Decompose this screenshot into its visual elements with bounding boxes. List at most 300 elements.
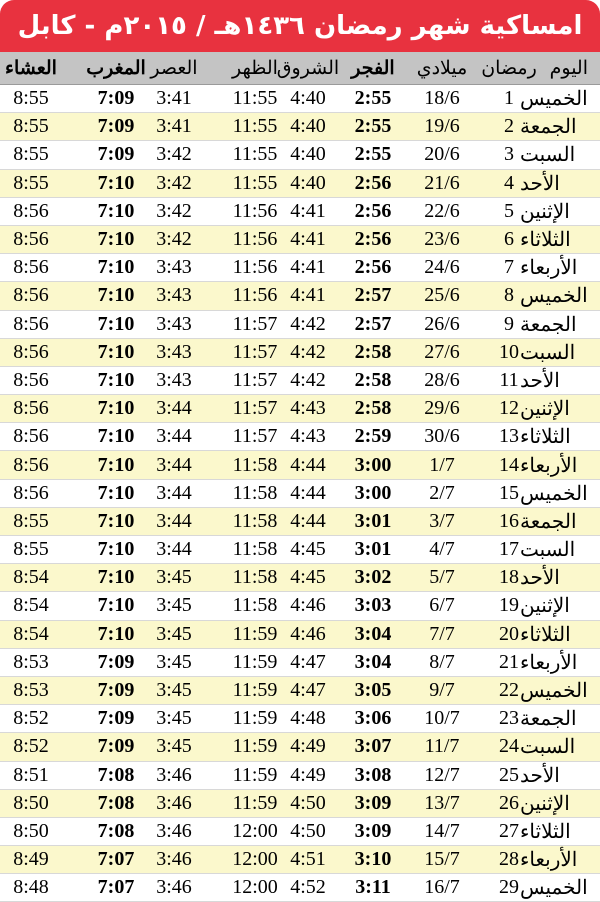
cell-shuruq: 4:44 (290, 481, 326, 504)
cell-day: الخميس (520, 877, 588, 900)
cell-shuruq: 4:50 (290, 791, 326, 814)
cell-fajr: 2:56 (354, 199, 392, 222)
cell-ramadan: 19 (499, 594, 519, 617)
cell-asr: 3:45 (156, 622, 192, 645)
cell-ramadan: 25 (499, 763, 519, 786)
cell-maghrib: 7:08 (97, 791, 135, 814)
cell-maghrib: 7:10 (97, 171, 135, 194)
table-row (0, 423, 600, 451)
cell-shuruq: 4:47 (290, 650, 326, 673)
cell-isha: 8:56 (13, 228, 49, 251)
cell-fajr: 2:57 (354, 312, 392, 335)
cell-gregorian: 26/6 (424, 312, 460, 335)
cell-asr: 3:44 (156, 425, 192, 448)
cell-maghrib: 7:10 (97, 425, 135, 448)
cell-gregorian: 16/7 (424, 876, 460, 899)
cell-shuruq: 4:41 (290, 256, 326, 279)
cell-asr: 3:45 (156, 735, 192, 758)
cell-maghrib: 7:10 (97, 312, 135, 335)
cell-ramadan: 2 (504, 115, 514, 138)
cell-gregorian: 25/6 (424, 284, 460, 307)
cell-shuruq: 4:44 (290, 509, 326, 532)
cell-day: الإثنين (520, 595, 570, 618)
cell-ramadan: 20 (499, 622, 519, 645)
cell-shuruq: 4:40 (290, 171, 326, 194)
cell-isha: 8:51 (13, 763, 49, 786)
header-isha: العشاء (5, 57, 57, 79)
cell-maghrib: 7:10 (97, 481, 135, 504)
cell-fajr: 3:07 (354, 735, 392, 758)
cell-maghrib: 7:09 (97, 679, 135, 702)
cell-isha: 8:53 (13, 679, 49, 702)
cell-ramadan: 4 (504, 171, 514, 194)
cell-shuruq: 4:40 (290, 143, 326, 166)
cell-dhuhr: 11:55 (232, 143, 278, 166)
cell-fajr: 3:04 (354, 650, 392, 673)
cell-gregorian: 15/7 (424, 848, 460, 871)
cell-day: الأربعاء (520, 257, 578, 280)
cell-isha: 8:56 (13, 340, 49, 363)
cell-ramadan: 14 (499, 453, 519, 476)
cell-ramadan: 7 (504, 256, 514, 279)
cell-fajr: 2:56 (354, 256, 392, 279)
cell-dhuhr: 11:59 (232, 707, 278, 730)
cell-fajr: 3:09 (354, 791, 392, 814)
cell-shuruq: 4:42 (290, 368, 326, 391)
cell-fajr: 2:55 (354, 143, 392, 166)
cell-gregorian: 23/6 (424, 228, 460, 251)
cell-maghrib: 7:09 (97, 707, 135, 730)
cell-maghrib: 7:09 (97, 87, 135, 110)
cell-maghrib: 7:09 (97, 650, 135, 673)
header-fajr: الفجر (351, 57, 395, 79)
table-row (0, 170, 600, 198)
cell-day: السبت (520, 144, 576, 167)
table-row (0, 339, 600, 367)
cell-day: السبت (520, 736, 576, 759)
cell-isha: 8:50 (13, 791, 49, 814)
cell-dhuhr: 11:58 (232, 538, 278, 561)
table-row (0, 85, 600, 113)
cell-dhuhr: 11:57 (232, 397, 278, 420)
cell-gregorian: 4/7 (429, 538, 455, 561)
cell-day: الثلاثاء (520, 229, 571, 252)
cell-fajr: 2:56 (354, 171, 392, 194)
cell-day: الإثنين (520, 200, 570, 223)
cell-ramadan: 16 (499, 509, 519, 532)
cell-maghrib: 7:09 (97, 735, 135, 758)
table-row (0, 818, 600, 846)
cell-asr: 3:45 (156, 566, 192, 589)
header-shuruq: الشروق (276, 57, 340, 79)
cell-shuruq: 4:45 (290, 538, 326, 561)
cell-asr: 3:46 (156, 791, 192, 814)
cell-fajr: 3:06 (354, 707, 392, 730)
cell-dhuhr: 11:59 (232, 622, 278, 645)
cell-isha: 8:54 (13, 622, 49, 645)
cell-dhuhr: 11:56 (232, 284, 278, 307)
cell-maghrib: 7:08 (97, 763, 135, 786)
cell-day: الإثنين (520, 398, 570, 421)
cell-dhuhr: 11:59 (232, 679, 278, 702)
cell-dhuhr: 11:57 (232, 368, 278, 391)
cell-isha: 8:54 (13, 566, 49, 589)
cell-isha: 8:54 (13, 594, 49, 617)
cell-asr: 3:45 (156, 594, 192, 617)
cell-ramadan: 21 (499, 650, 519, 673)
table-row (0, 508, 600, 536)
header-day: اليوم (549, 57, 588, 79)
cell-asr: 3:45 (156, 707, 192, 730)
cell-dhuhr: 11:58 (232, 453, 278, 476)
cell-ramadan: 27 (499, 819, 519, 842)
table-row (0, 564, 600, 592)
cell-gregorian: 2/7 (429, 481, 455, 504)
cell-fajr: 3:01 (354, 509, 392, 532)
cell-day: السبت (520, 341, 576, 364)
cell-dhuhr: 11:58 (232, 594, 278, 617)
cell-fajr: 3:03 (354, 594, 392, 617)
cell-fajr: 2:58 (354, 397, 392, 420)
cell-isha: 8:55 (13, 171, 49, 194)
cell-fajr: 3:04 (354, 622, 392, 645)
cell-ramadan: 10 (499, 340, 519, 363)
cell-gregorian: 10/7 (424, 707, 460, 730)
cell-isha: 8:56 (13, 425, 49, 448)
cell-day: الإثنين (520, 792, 570, 815)
cell-fajr: 2:56 (354, 228, 392, 251)
cell-fajr: 2:57 (354, 284, 392, 307)
table-row (0, 536, 600, 564)
cell-asr: 3:41 (156, 115, 192, 138)
table-row (0, 282, 600, 310)
cell-gregorian: 29/6 (424, 397, 460, 420)
cell-day: الأحد (520, 172, 560, 195)
cell-shuruq: 4:42 (290, 312, 326, 335)
table-row (0, 790, 600, 818)
table-row (0, 621, 600, 649)
cell-day: الأربعاء (520, 849, 578, 872)
cell-asr: 3:41 (156, 87, 192, 110)
cell-shuruq: 4:41 (290, 228, 326, 251)
cell-gregorian: 9/7 (429, 679, 455, 702)
cell-shuruq: 4:43 (290, 425, 326, 448)
cell-maghrib: 7:10 (97, 453, 135, 476)
cell-day: الأحد (520, 567, 560, 590)
cell-day: السبت (520, 539, 576, 562)
cell-maghrib: 7:10 (97, 566, 135, 589)
cell-gregorian: 1/7 (429, 453, 455, 476)
cell-fajr: 3:10 (354, 848, 392, 871)
cell-maghrib: 7:09 (97, 115, 135, 138)
table-row (0, 649, 600, 677)
cell-day: الثلاثاء (520, 623, 571, 646)
cell-asr: 3:44 (156, 509, 192, 532)
cell-asr: 3:42 (156, 199, 192, 222)
cell-asr: 3:43 (156, 284, 192, 307)
cell-maghrib: 7:10 (97, 397, 135, 420)
cell-asr: 3:44 (156, 397, 192, 420)
cell-dhuhr: 11:56 (232, 228, 278, 251)
cell-day: الأحد (520, 764, 560, 787)
cell-asr: 3:44 (156, 453, 192, 476)
timetable-rows (0, 85, 600, 902)
table-row (0, 846, 600, 874)
table-row (0, 733, 600, 761)
table-row (0, 395, 600, 423)
cell-asr: 3:43 (156, 312, 192, 335)
cell-gregorian: 18/6 (424, 87, 460, 110)
cell-fajr: 3:00 (354, 453, 392, 476)
cell-fajr: 3:05 (354, 679, 392, 702)
cell-ramadan: 12 (499, 397, 519, 420)
cell-maghrib: 7:07 (97, 848, 135, 871)
cell-dhuhr: 12:00 (232, 876, 278, 899)
cell-asr: 3:46 (156, 763, 192, 786)
cell-day: الخميس (520, 88, 588, 111)
cell-maghrib: 7:10 (97, 538, 135, 561)
cell-dhuhr: 11:57 (232, 425, 278, 448)
cell-maghrib: 7:10 (97, 594, 135, 617)
cell-isha: 8:55 (13, 509, 49, 532)
page-title: امساكية شهر رمضان ١٤٣٦هـ / ٢٠١٥م - كابل (0, 0, 600, 52)
cell-shuruq: 4:41 (290, 284, 326, 307)
cell-isha: 8:56 (13, 368, 49, 391)
cell-day: الأربعاء (520, 651, 578, 674)
cell-fajr: 2:59 (354, 425, 392, 448)
cell-dhuhr: 11:55 (232, 115, 278, 138)
cell-fajr: 2:55 (354, 87, 392, 110)
cell-isha: 8:53 (13, 650, 49, 673)
cell-gregorian: 7/7 (429, 622, 455, 645)
cell-gregorian: 6/7 (429, 594, 455, 617)
cell-shuruq: 4:44 (290, 453, 326, 476)
cell-asr: 3:45 (156, 650, 192, 673)
cell-ramadan: 28 (499, 848, 519, 871)
cell-dhuhr: 11:59 (232, 763, 278, 786)
cell-shuruq: 4:49 (290, 735, 326, 758)
cell-maghrib: 7:08 (97, 819, 135, 842)
cell-ramadan: 1 (504, 87, 514, 110)
cell-dhuhr: 12:00 (232, 848, 278, 871)
cell-maghrib: 7:10 (97, 368, 135, 391)
cell-day: الجمعة (520, 510, 577, 533)
cell-gregorian: 3/7 (429, 509, 455, 532)
cell-ramadan: 13 (499, 425, 519, 448)
cell-fajr: 3:00 (354, 481, 392, 504)
cell-gregorian: 24/6 (424, 256, 460, 279)
cell-day: الثلاثاء (520, 820, 571, 843)
table-row (0, 141, 600, 169)
cell-isha: 8:56 (13, 284, 49, 307)
table-row (0, 874, 600, 902)
cell-maghrib: 7:10 (97, 509, 135, 532)
cell-asr: 3:43 (156, 368, 192, 391)
cell-dhuhr: 11:59 (232, 791, 278, 814)
table-row (0, 226, 600, 254)
cell-gregorian: 13/7 (424, 791, 460, 814)
cell-day: الخميس (520, 482, 588, 505)
cell-fajr: 3:01 (354, 538, 392, 561)
cell-fajr: 2:58 (354, 340, 392, 363)
cell-gregorian: 5/7 (429, 566, 455, 589)
cell-asr: 3:42 (156, 228, 192, 251)
cell-ramadan: 6 (504, 228, 514, 251)
cell-isha: 8:56 (13, 312, 49, 335)
cell-dhuhr: 11:58 (232, 566, 278, 589)
cell-shuruq: 4:48 (290, 707, 326, 730)
cell-dhuhr: 11:58 (232, 481, 278, 504)
header-asr: العصر (150, 57, 198, 79)
cell-asr: 3:46 (156, 876, 192, 899)
cell-isha: 8:56 (13, 453, 49, 476)
header-ramadan: رمضان (481, 57, 537, 79)
cell-maghrib: 7:09 (97, 143, 135, 166)
cell-maghrib: 7:10 (97, 199, 135, 222)
cell-shuruq: 4:40 (290, 87, 326, 110)
cell-isha: 8:56 (13, 199, 49, 222)
cell-asr: 3:44 (156, 481, 192, 504)
cell-ramadan: 24 (499, 735, 519, 758)
table-row (0, 592, 600, 620)
cell-asr: 3:44 (156, 538, 192, 561)
cell-shuruq: 4:51 (290, 848, 326, 871)
cell-asr: 3:43 (156, 256, 192, 279)
cell-fajr: 2:55 (354, 115, 392, 138)
cell-shuruq: 4:50 (290, 819, 326, 842)
cell-day: الأحد (520, 369, 560, 392)
cell-ramadan: 18 (499, 566, 519, 589)
cell-asr: 3:43 (156, 340, 192, 363)
cell-shuruq: 4:47 (290, 679, 326, 702)
cell-asr: 3:46 (156, 819, 192, 842)
cell-dhuhr: 11:57 (232, 340, 278, 363)
cell-isha: 8:56 (13, 481, 49, 504)
cell-isha: 8:55 (13, 538, 49, 561)
cell-day: الجمعة (520, 313, 577, 336)
cell-gregorian: 27/6 (424, 340, 460, 363)
cell-fajr: 2:58 (354, 368, 392, 391)
cell-maghrib: 7:07 (97, 876, 135, 899)
cell-ramadan: 26 (499, 791, 519, 814)
cell-dhuhr: 11:59 (232, 650, 278, 673)
cell-ramadan: 29 (499, 876, 519, 899)
cell-dhuhr: 11:56 (232, 256, 278, 279)
cell-isha: 8:55 (13, 115, 49, 138)
cell-dhuhr: 11:57 (232, 312, 278, 335)
cell-isha: 8:55 (13, 87, 49, 110)
cell-gregorian: 8/7 (429, 650, 455, 673)
cell-asr: 3:45 (156, 679, 192, 702)
table-row (0, 677, 600, 705)
cell-ramadan: 3 (504, 143, 514, 166)
cell-asr: 3:42 (156, 171, 192, 194)
table-row (0, 113, 600, 141)
header-maghrib: المغرب (86, 57, 146, 79)
cell-shuruq: 4:41 (290, 199, 326, 222)
table-row (0, 762, 600, 790)
cell-gregorian: 22/6 (424, 199, 460, 222)
table-header (0, 52, 600, 85)
table-row (0, 705, 600, 733)
cell-dhuhr: 11:56 (232, 199, 278, 222)
cell-dhuhr: 11:55 (232, 171, 278, 194)
cell-shuruq: 4:46 (290, 594, 326, 617)
cell-maghrib: 7:10 (97, 340, 135, 363)
cell-isha: 8:52 (13, 707, 49, 730)
cell-asr: 3:42 (156, 143, 192, 166)
cell-fajr: 3:09 (354, 819, 392, 842)
cell-isha: 8:56 (13, 397, 49, 420)
cell-gregorian: 19/6 (424, 115, 460, 138)
table-row (0, 367, 600, 395)
table-row (0, 480, 600, 508)
cell-gregorian: 20/6 (424, 143, 460, 166)
header-dhuhr: الظهر (232, 57, 278, 79)
cell-isha: 8:56 (13, 256, 49, 279)
cell-ramadan: 5 (504, 199, 514, 222)
cell-gregorian: 14/7 (424, 819, 460, 842)
cell-day: الأربعاء (520, 454, 578, 477)
cell-gregorian: 12/7 (424, 763, 460, 786)
cell-dhuhr: 11:55 (232, 87, 278, 110)
table-row (0, 451, 600, 479)
cell-isha: 8:48 (13, 876, 49, 899)
cell-day: الخميس (520, 680, 588, 703)
header-gregorian: ميلادي (416, 57, 468, 79)
cell-dhuhr: 11:58 (232, 509, 278, 532)
cell-shuruq: 4:52 (290, 876, 326, 899)
cell-maghrib: 7:10 (97, 284, 135, 307)
cell-shuruq: 4:49 (290, 763, 326, 786)
table-row (0, 254, 600, 282)
cell-shuruq: 4:46 (290, 622, 326, 645)
cell-shuruq: 4:45 (290, 566, 326, 589)
cell-ramadan: 23 (499, 707, 519, 730)
cell-day: الثلاثاء (520, 426, 571, 449)
table-row (0, 198, 600, 226)
cell-isha: 8:52 (13, 735, 49, 758)
cell-dhuhr: 12:00 (232, 819, 278, 842)
cell-fajr: 3:11 (355, 876, 391, 899)
table-row (0, 311, 600, 339)
cell-isha: 8:49 (13, 848, 49, 871)
cell-isha: 8:55 (13, 143, 49, 166)
cell-shuruq: 4:42 (290, 340, 326, 363)
cell-shuruq: 4:43 (290, 397, 326, 420)
cell-day: الخميس (520, 285, 588, 308)
cell-gregorian: 11/7 (424, 735, 460, 758)
cell-asr: 3:46 (156, 848, 192, 871)
cell-gregorian: 28/6 (424, 368, 460, 391)
cell-ramadan: 11 (499, 368, 519, 391)
cell-gregorian: 21/6 (424, 171, 460, 194)
cell-ramadan: 9 (504, 312, 514, 335)
cell-ramadan: 22 (499, 679, 519, 702)
cell-ramadan: 15 (499, 481, 519, 504)
cell-day: الجمعة (520, 708, 577, 731)
cell-ramadan: 8 (504, 284, 514, 307)
cell-ramadan: 17 (499, 538, 519, 561)
cell-shuruq: 4:40 (290, 115, 326, 138)
cell-day: الجمعة (520, 116, 577, 139)
cell-maghrib: 7:10 (97, 622, 135, 645)
cell-maghrib: 7:10 (97, 228, 135, 251)
cell-fajr: 3:08 (354, 763, 392, 786)
cell-fajr: 3:02 (354, 566, 392, 589)
cell-gregorian: 30/6 (424, 425, 460, 448)
cell-isha: 8:50 (13, 819, 49, 842)
